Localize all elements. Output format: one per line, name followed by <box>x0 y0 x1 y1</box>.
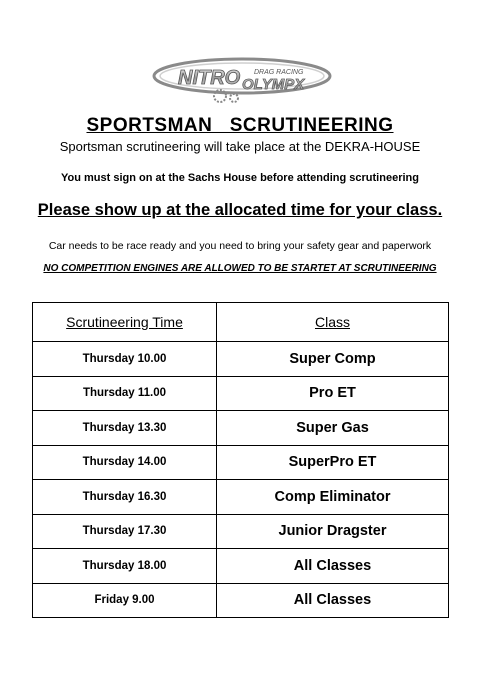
column-header-class: Class <box>217 303 449 342</box>
table-row <box>33 514 449 549</box>
logo-brand-main: NITRO <box>178 67 241 89</box>
row-time: Thursday 18.00 <box>33 549 217 584</box>
no-engines-warning: NO COMPETITION ENGINES ARE ALLOWED TO BE STARTET AT SCRUTINEERING <box>43 263 437 274</box>
sign-on-notice: You must sign on at the Sachs House before attending scrutineering <box>61 172 419 184</box>
row-class: Comp Eliminator <box>217 480 449 515</box>
row-class: Junior Dragster <box>217 514 449 549</box>
page-subtitle: Sportsman scrutineering will take place at the DEKRA-HOUSE <box>59 139 421 154</box>
row-class: Super Gas <box>217 411 449 446</box>
nitrolympx-logo <box>150 52 340 104</box>
table-row <box>33 549 449 584</box>
row-class: All Classes <box>217 549 449 584</box>
table-row <box>33 411 449 446</box>
row-class: All Classes <box>217 583 449 618</box>
logo-brand-sub: OLYMPX <box>242 76 305 93</box>
row-class: Super Comp <box>217 342 449 377</box>
row-time: Thursday 10.00 <box>33 342 217 377</box>
row-class: Pro ET <box>217 376 449 411</box>
table-row <box>33 583 449 618</box>
race-ready-notice: Car needs to be race ready and you need to bring your safety gear and paperwork <box>48 240 432 252</box>
page-title: SPORTSMAN SCRUTINEERING <box>86 115 394 136</box>
row-time: Thursday 17.30 <box>33 514 217 549</box>
logo-emblem <box>150 52 340 104</box>
row-time: Friday 9.00 <box>33 583 217 618</box>
row-time: Thursday 16.30 <box>33 480 217 515</box>
table-row <box>33 342 449 377</box>
show-up-notice: Please show up at the allocated time for your class. <box>37 201 443 219</box>
table-header-row <box>33 303 449 342</box>
column-header-time: Scrutineering Time <box>33 303 217 342</box>
row-time: Thursday 14.00 <box>33 445 217 480</box>
scrutineering-schedule-table <box>32 302 449 618</box>
table-row <box>33 480 449 515</box>
logo-tagline: DRAG RACING <box>254 69 304 76</box>
table-row <box>33 445 449 480</box>
row-class: SuperPro ET <box>217 445 449 480</box>
row-time: Thursday 11.00 <box>33 376 217 411</box>
table-row <box>33 376 449 411</box>
row-time: Thursday 13.30 <box>33 411 217 446</box>
